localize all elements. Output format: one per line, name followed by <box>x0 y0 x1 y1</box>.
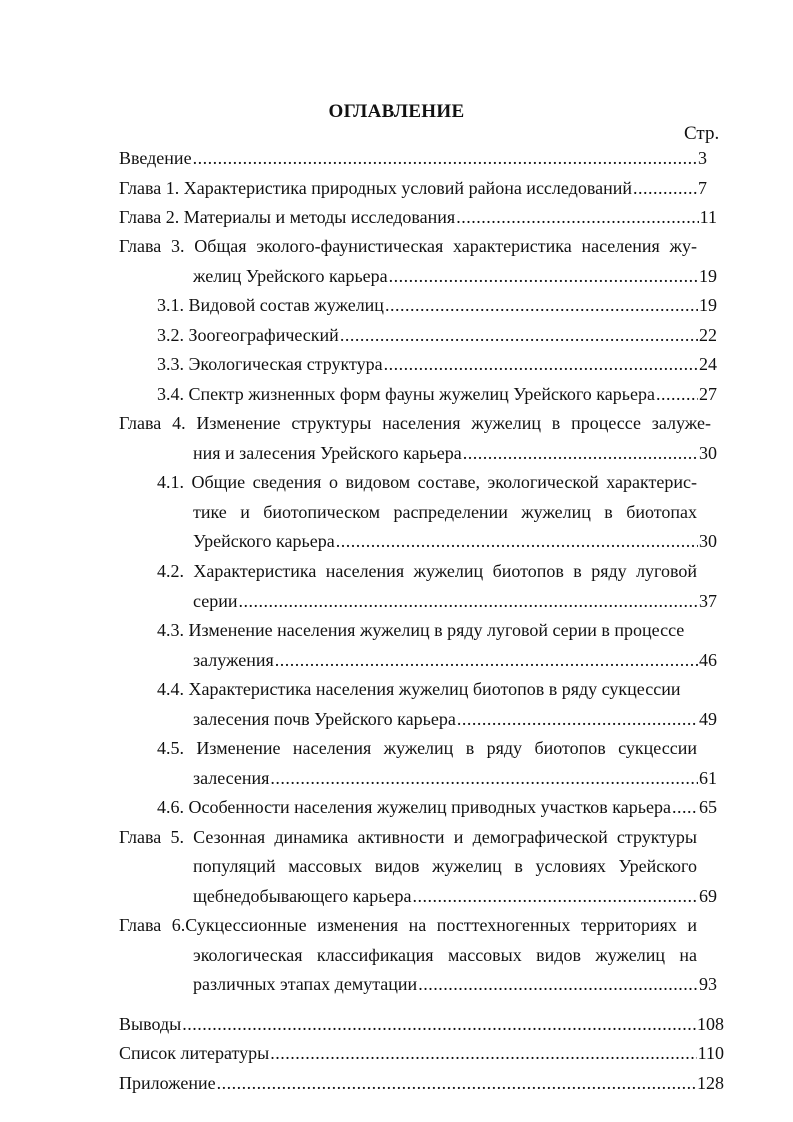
toc-entry-section-3-2[interactable]: 3.2. Зоогеографический ..... 22 <box>157 322 717 348</box>
page-number: 11 <box>699 207 717 227</box>
toc-entry-chapter-6-line2[interactable]: экологическая классификация массовых видов жужелиц на <box>193 945 697 965</box>
page-number: 46 <box>699 650 717 670</box>
page-number: 27 <box>699 384 717 404</box>
toc-entry-section-4-1-line3[interactable]: Урейского карьера ..... 30 <box>193 528 717 554</box>
toc-entry-section-3-3[interactable]: 3.3. Экологическая структура ..... 24 <box>157 351 717 377</box>
toc-entry-chapter-2[interactable]: Глава 2. Материалы и методы исследования ..... 11 <box>119 204 717 230</box>
toc-entry-chapter-4-line2[interactable]: ния и залесения Урейского карьера ..... 30 <box>193 440 717 466</box>
toc-entry-chapter-3-line2[interactable]: желиц Урейского карьера ..... 19 <box>193 263 717 289</box>
page-number: 24 <box>699 354 717 374</box>
page-number: 61 <box>699 768 717 788</box>
page-number: 65 <box>699 797 717 817</box>
toc-entry-section-4-3-line1[interactable]: 4.3. Изменение населения жужелиц в ряду луговой серии в процессе <box>157 620 685 640</box>
page-number: 19 <box>699 295 717 315</box>
toc-entry-section-4-2-line2[interactable]: серии ..... 37 <box>193 588 717 614</box>
toc-entry-chapter-5-line3[interactable]: щебнедобывающего карьера ..... 69 <box>193 883 717 909</box>
toc-entry-chapter-6-line1[interactable]: Глава 6.Сукцессионные изменения на посттехногенных территориях и <box>119 915 697 935</box>
toc-entry-chapter-5-line1[interactable]: Глава 5. Сезонная динамика активности и демографической структуры <box>119 827 697 847</box>
toc-entry-chapter-6-line3[interactable]: различных этапах демутации ..... 93 <box>193 971 717 997</box>
toc-entry-intro[interactable]: Введение ..... 3 <box>119 145 707 171</box>
toc-entry-chapter-5-line2[interactable]: популяций массовых видов жужелиц в условиях Урейского <box>193 856 697 876</box>
page-number: 30 <box>699 531 717 551</box>
toc-entry-chapter-4-line1[interactable]: Глава 4. Изменение структуры населения жужелиц в процессе залуже- <box>119 413 711 433</box>
page-number: 49 <box>699 709 717 729</box>
page-number: 108 <box>697 1014 724 1034</box>
page-number: 110 <box>697 1043 724 1063</box>
toc-entry-section-4-4-line2[interactable]: залесения почв Урейского карьера ..... 49 <box>193 706 717 732</box>
toc-entry-section-4-2-line1[interactable]: 4.2. Характеристика населения жужелиц биотопов в ряду луговой <box>157 561 697 581</box>
toc-entry-section-3-1[interactable]: 3.1. Видовой состав жужелиц ..... 19 <box>157 292 717 318</box>
toc-entry-appendix[interactable]: Приложение ..... 128 <box>119 1070 724 1096</box>
page-number: 93 <box>699 974 717 994</box>
page-number: 30 <box>699 443 717 463</box>
page-number: 3 <box>698 148 707 168</box>
page-number: 19 <box>699 266 717 286</box>
page-number: 7 <box>698 178 707 198</box>
page-number: 69 <box>699 886 717 906</box>
toc-entry-section-4-1-line2[interactable]: тике и биотопическом распределении жужелиц в биотопах <box>193 502 697 522</box>
page-number: 22 <box>699 325 717 345</box>
toc-entry-conclusions[interactable]: Выводы ..... 108 <box>119 1011 724 1037</box>
page-number: 128 <box>697 1073 724 1093</box>
toc-entry-section-4-5-line1[interactable]: 4.5. Изменение населения жужелиц в ряду биотопов сукцессии <box>157 738 697 758</box>
toc-entry-section-4-3-line2[interactable]: залужения ..... 46 <box>193 647 717 673</box>
toc-entry-references[interactable]: Список литературы ..... 110 <box>119 1040 724 1066</box>
toc-entry-section-4-4-line1[interactable]: 4.4. Характеристика населения жужелиц биотопов в ряду сукцессии <box>157 679 681 699</box>
toc-entry-section-4-6[interactable]: 4.6. Особенности населения жужелиц приводных участков карьера ..... 65 <box>157 794 717 820</box>
toc-entry-chapter-1[interactable]: Глава 1. Характеристика природных условий района исследований ..... 7 <box>119 175 707 201</box>
toc-entry-chapter-3-line1[interactable]: Глава 3. Общая эколого-фаунистическая характеристика населения жу- <box>119 236 697 256</box>
toc-entry-section-3-4[interactable]: 3.4. Спектр жизненных форм фауны жужелиц Урейского карьера ..... 27 <box>157 381 717 407</box>
toc-entry-section-4-5-line2[interactable]: залесения ..... 61 <box>193 765 717 791</box>
page-column-label: Стр. <box>684 123 720 144</box>
page-title: ОГЛАВЛЕНИЕ <box>328 101 465 122</box>
toc-entry-section-4-1-line1[interactable]: 4.1. Общие сведения о видовом составе, экологической характерис- <box>157 472 697 492</box>
page-number: 37 <box>699 591 717 611</box>
